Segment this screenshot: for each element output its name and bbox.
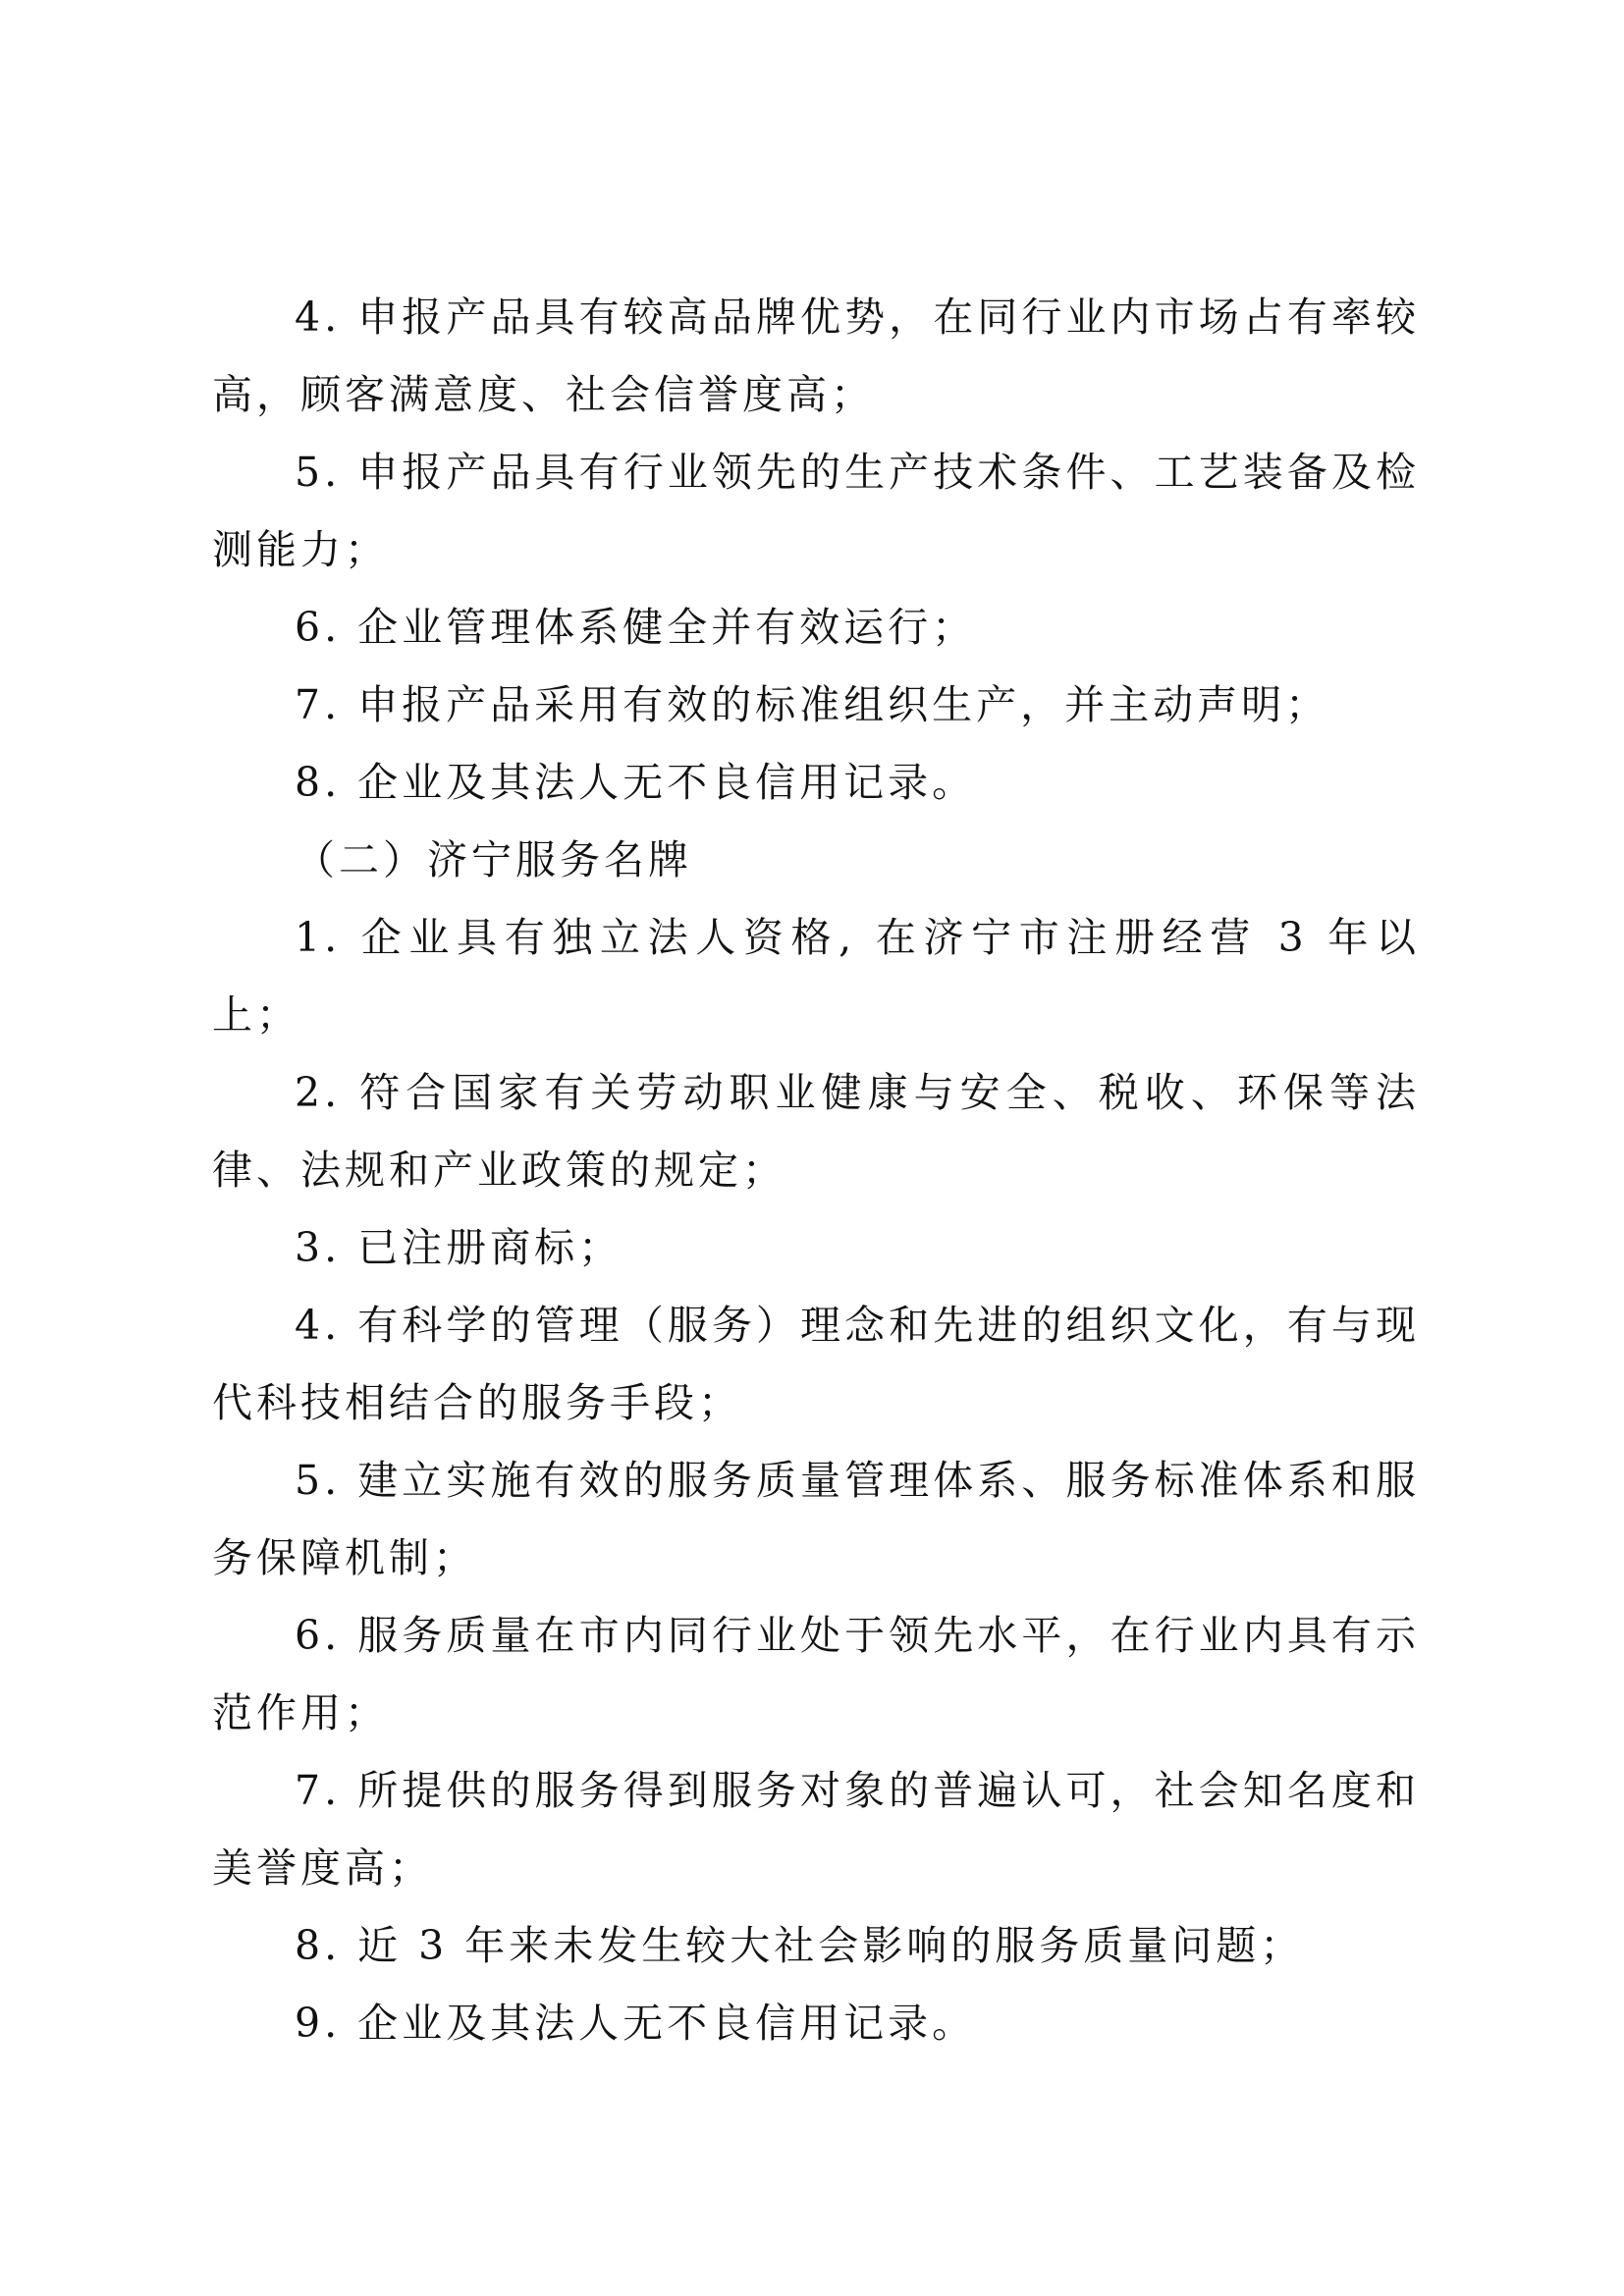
paragraph-service-no-quality-issues: 8. 近 3 年来未发生较大社会影响的服务质量问题； [295, 1922, 1305, 1969]
paragraph-product-brand-advantage: 4. 申报产品具有较高品牌优势，在同行业内市场占有率较高，顾客满意度、社会信誉度高； [212, 294, 1420, 418]
paragraph-product-credit-record: 8. 企业及其法人无不良信用记录。 [295, 759, 977, 806]
paragraph-product-standards: 7. 申报产品采用有效的标准组织生产，并主动声明； [295, 681, 1330, 728]
paragraph-service-recognition: 7. 所提供的服务得到服务对象的普遍认可，社会知名度和美誉度高； [212, 1767, 1420, 1892]
paragraph-service-credit-record: 9. 企业及其法人无不良信用记录。 [295, 2000, 977, 2047]
section-heading-service-brand: （二）济宁服务名牌 [295, 836, 692, 883]
document-body [212, 279, 1420, 2062]
paragraph-service-philosophy: 4. 有科学的管理（服务）理念和先进的组织文化，有与现代科技相结合的服务手段； [212, 1302, 1420, 1426]
paragraph-service-leading-level: 6. 服务质量在市内同行业处于领先水平，在行业内具有示范作用； [212, 1612, 1420, 1736]
paragraph-product-technology: 5. 申报产品具有行业领先的生产技术条件、工艺装备及检测能力； [212, 449, 1420, 573]
paragraph-management-system: 6. 企业管理体系健全并有效运行； [295, 604, 977, 651]
paragraph-service-compliance: 2. 符合国家有关劳动职业健康与安全、税收、环保等法律、法规和产业政策的规定； [212, 1069, 1420, 1194]
paragraph-service-legal-entity: 1. 企业具有独立法人资格, 在济宁市注册经营 3 年以上； [212, 914, 1420, 1039]
paragraph-service-trademark: 3. 已注册商标； [295, 1224, 623, 1271]
paragraph-service-quality-system: 5. 建立实施有效的服务质量管理体系、服务标准体系和服务保障机制； [212, 1457, 1420, 1581]
